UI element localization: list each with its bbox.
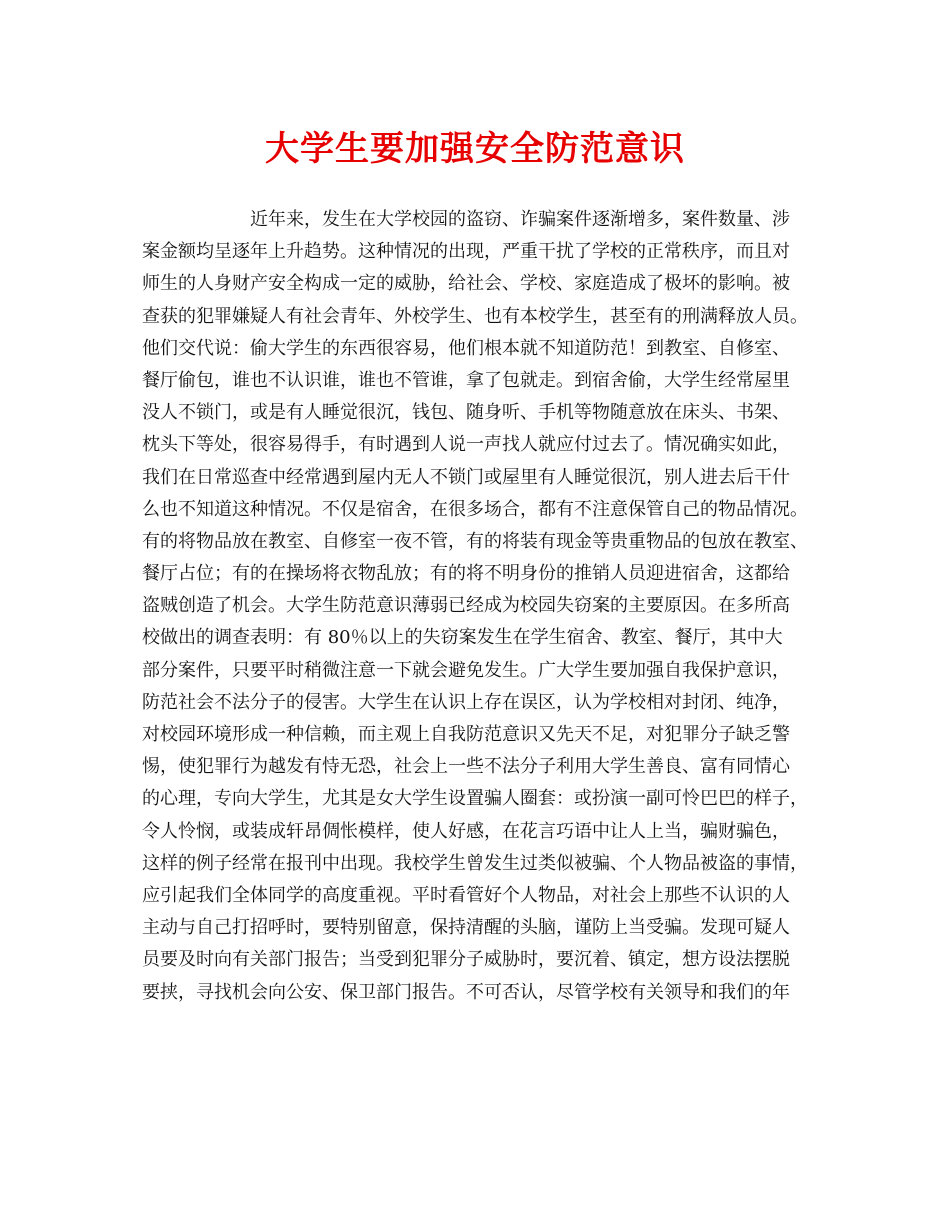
paragraph-line: 案金额均呈逐年上升趋势。这种情况的出现，严重干扰了学校的正常秩序，而且对 [142,241,790,263]
paragraph-line: 枕头下等处，很容易得手，有时遇到人说一声找人就应付过去了。情况确实如此， [142,434,790,456]
paragraph-line: 惕，使犯罪行为越发有恃无恐，社会上一些不法分子利用大学生善良、富有同情心 [142,756,790,778]
paragraph-line: 么也不知道这种情况。不仅是宿舍，在很多场合，都有不注意保管自己的物品情况。 [142,498,808,520]
paragraph-line: 对校园环境形成一种信赖，而主观上自我防范意识又先天不足，对犯罪分子缺乏警 [142,724,790,745]
paragraph-line: 没人不锁门，或是有人睡觉很沉，钱包、随身听、手机等物随意放在床头、书架、 [142,402,790,424]
paragraph-line: 校做出的调查表明：有 80％以上的失窃案发生在学生宿舍、教室、餐厅，其中大 [142,627,783,649]
document-body [142,204,822,1009]
paragraph-first-line: 近年来，发生在大学校园的盗窃、诈骗案件逐渐增多，案件数量、涉 [250,209,790,230]
paragraph-line: 要挟，寻找机会向公安、保卫部门报告。不可否认，尽管学校有关领导和我们的年 [142,981,790,1003]
paragraph-line: 员要及时向有关部门报告；当受到犯罪分子威胁时，要沉着、镇定，想方设法摆脱 [142,949,790,971]
paragraph-line: 有的将物品放在教室、自修室一夜不管，有的将装有现金等贵重物品的包放在教室、 [142,530,808,552]
paragraph-line: 令人怜悯，或装成轩昂倜怅模样，使人好感，在花言巧语中让人上当，骗财骗色， [142,820,790,842]
paragraph-line: 的心理，专向大学生，尤其是女大学生设置骗人圈套：或扮演一副可怜巴巴的样子， [142,788,808,810]
paragraph-line: 师生的人身财产安全构成一定的威胁，给社会、学校、家庭造成了极坏的影响。被 [142,273,790,295]
paragraph-line: 餐厅偷包，谁也不认识谁，谁也不管谁，拿了包就走。到宿舍偷，大学生经常屋里 [142,369,790,391]
paragraph-line: 应引起我们全体同学的高度重视。平时看管好个人物品，对社会上那些不认识的人 [142,884,790,906]
paragraph-line: 他们交代说：偷大学生的东西很容易，他们根本就不知道防范！到教室、自修室、 [142,337,790,359]
paragraph-line: 我们在日常巡查中经常遇到屋内无人不锁门或屋里有人睡觉很沉，别人进去后干什 [142,466,790,488]
paragraph-line: 餐厅占位；有的在操场将衣物乱放；有的将不明身份的推销人员迎进宿舍，这都给 [142,563,790,585]
paragraph-line: 这样的例子经常在报刊中出现。我校学生曾发生过类似被骗、个人物品被盗的事情， [142,852,808,874]
paragraph-line: 盗贼创造了机会。大学生防范意识薄弱已经成为校园失窃案的主要原因。在多所高 [142,595,790,617]
paragraph-line: 部分案件，只要平时稍微注意一下就会避免发生。广大学生要加强自我保护意识， [142,659,790,681]
paragraph-line: 查获的犯罪嫌疑人有社会青年、外校学生、也有本校学生，甚至有的刑满释放人员。 [142,305,808,327]
paragraph-line: 防范社会不法分子的侵害。大学生在认识上存在误区，认为学校相对封闭、纯净， [142,691,790,713]
document-title: 大学生要加强安全防范意识 [265,129,685,169]
paragraph-line: 主动与自己打招呼时，要特别留意，保持清醒的头脑，谨防上当受骗。发现可疑人 [142,917,790,939]
